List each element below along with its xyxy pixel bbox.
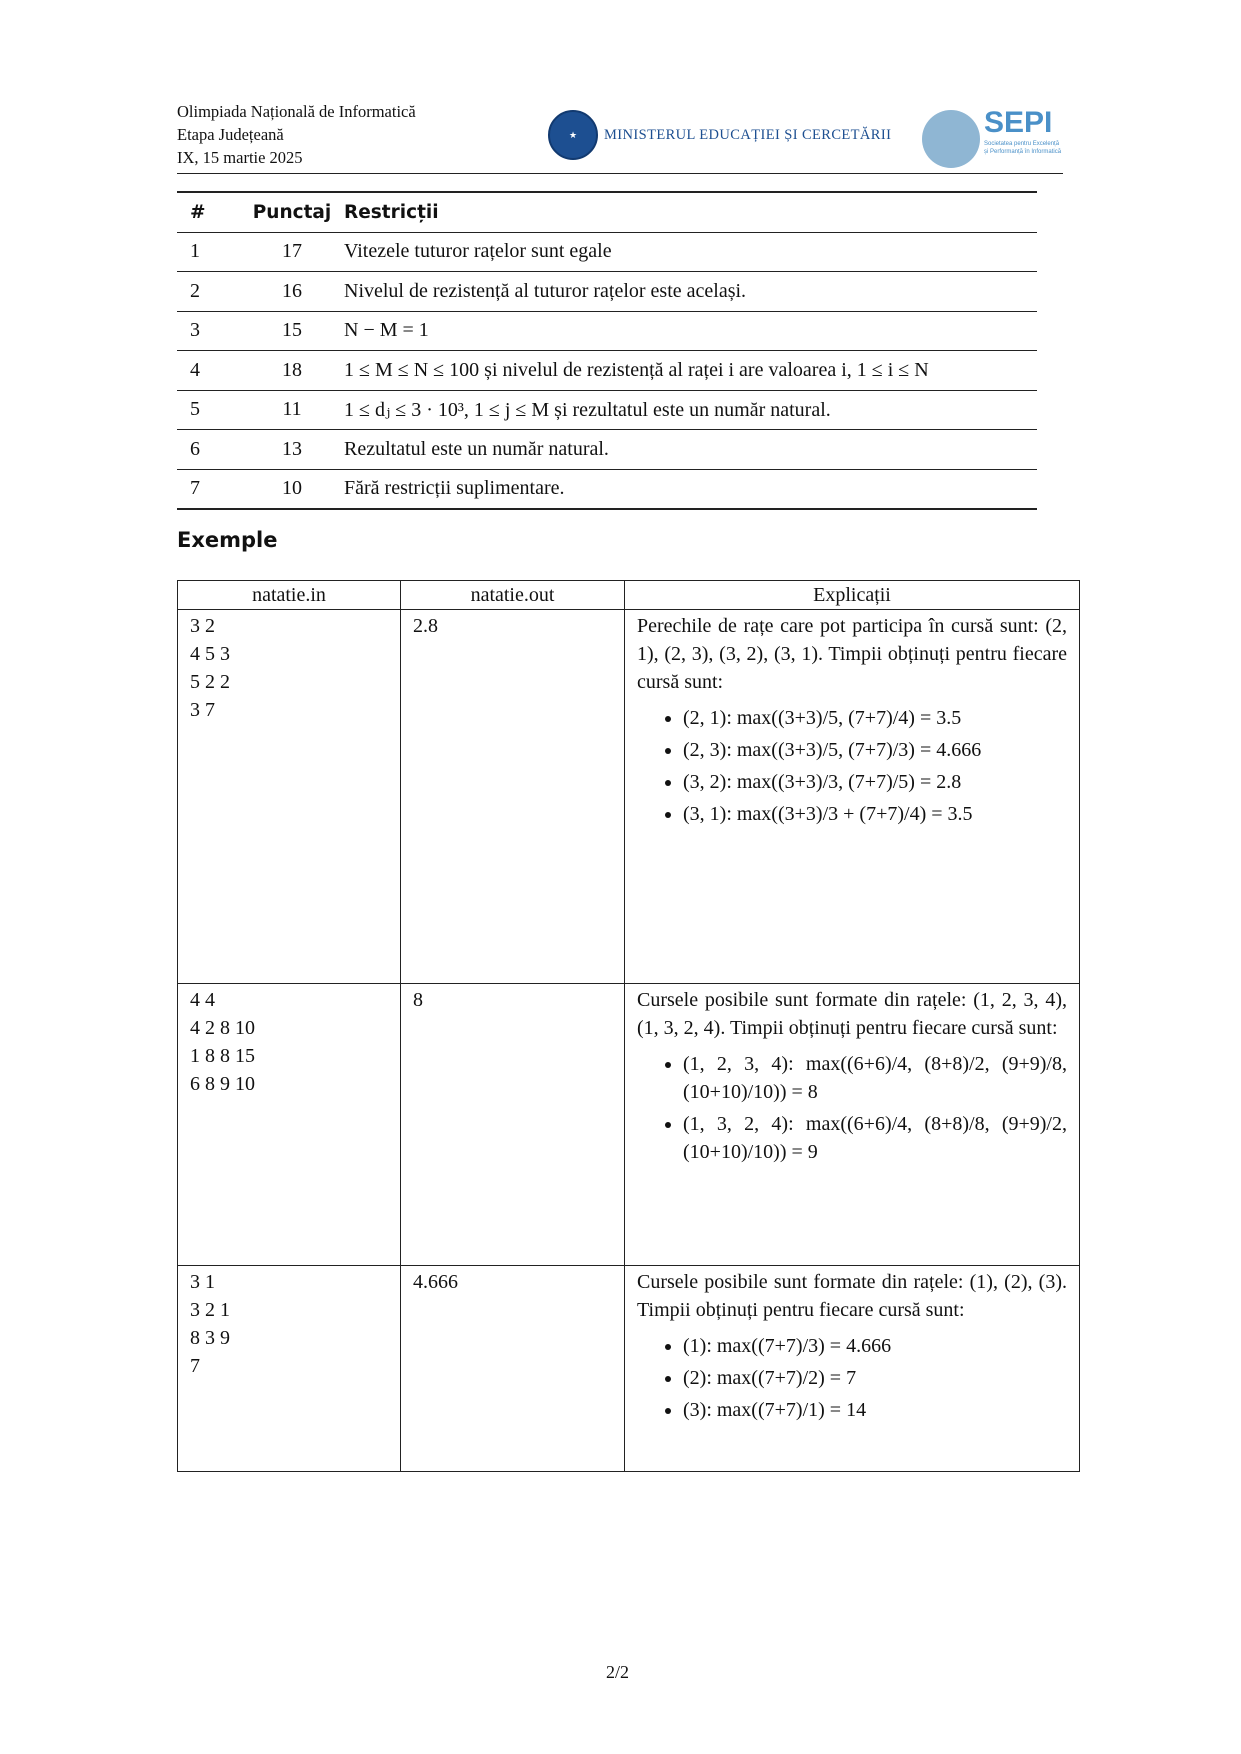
subtask-score: 18 [240, 351, 344, 391]
restriction-row [177, 469, 1037, 509]
subtask-restriction: Fără restricții suplimentare. [344, 469, 1037, 509]
header-date: IX, 15 martie 2025 [177, 148, 303, 167]
explanation-item: • (2, 3): max((3+3)/5, (7+7)/3) = 4.666 [683, 736, 1067, 764]
subtask-score: 15 [240, 311, 344, 351]
restriction-row [177, 272, 1037, 312]
example-output: 8 [401, 984, 625, 1266]
subtask-number: 4 [177, 351, 240, 391]
explanation-item: • (2): max((7+7)/2) = 7 [683, 1364, 1067, 1392]
subtask-number: 7 [177, 469, 240, 509]
subtask-restriction: Vitezele tuturor rațelor sunt egale [344, 232, 1037, 272]
page-number: 2/2 [606, 1662, 630, 1682]
sepi-name: SEPI [984, 106, 1053, 139]
example-output: 2.8 [401, 610, 625, 984]
col-header-output: natatie.out [401, 581, 625, 610]
subtask-number: 5 [177, 390, 240, 430]
government-seal-icon: ★ [548, 110, 598, 160]
explanation-item: • (1, 2, 3, 4): max((6+6)/4, (8+8)/2, (9+9)/8, (10+10)/10)) = 8 [683, 1050, 1067, 1106]
explanation-item: • (1, 3, 2, 4): max((6+6)/4, (8+8)/8, (9+9)/2, (10+10)/10)) = 9 [683, 1110, 1067, 1166]
explanation-item: • (3, 1): max((3+3)/3 + (7+7)/4) = 3.5 [683, 800, 1067, 828]
sepi-subtitle: Societatea pentru Excelență și Performanță în Informatică [984, 141, 1062, 155]
subtask-restriction: 1 ≤ dⱼ ≤ 3 · 10³, 1 ≤ j ≤ M și rezultatul este un număr natural. [344, 390, 1037, 430]
subtask-number: 6 [177, 430, 240, 470]
explanation-item: • (3, 2): max((3+3)/3, (7+7)/5) = 2.8 [683, 768, 1067, 796]
header-info [177, 100, 416, 169]
explanation-list [637, 1050, 1067, 1166]
ministry-name: MINISTERUL EDUCAȚIEI ȘI CERCETĂRII [604, 126, 892, 143]
ministry-logo [548, 110, 891, 160]
example-explanation [625, 610, 1080, 984]
col-header-explanations: Explicații [625, 581, 1080, 610]
example-explanation [625, 1266, 1080, 1472]
subtask-score: 17 [240, 232, 344, 272]
sepi-circuit-icon [922, 110, 980, 168]
subtask-score: 13 [240, 430, 344, 470]
explanation-text: Perechile de rațe care pot participa în cursă sunt: (2, 1), (2, 3), (3, 2), (3, 1). Timpii obținuți pentru fiecare cursă sunt: [637, 615, 1067, 693]
restriction-row [177, 430, 1037, 470]
subtask-number: 2 [177, 272, 240, 312]
example-input: 3 2 4 5 3 5 2 2 3 7 [178, 610, 401, 984]
col-header-score: Punctaj [240, 192, 344, 232]
restriction-row [177, 232, 1037, 272]
col-header-number: # [177, 192, 240, 232]
restriction-row [177, 390, 1037, 430]
explanation-item: • (3): max((7+7)/1) = 14 [683, 1396, 1067, 1424]
example-row [178, 1266, 1080, 1472]
subtask-score: 16 [240, 272, 344, 312]
sepi-logo [922, 106, 1062, 166]
example-row [178, 610, 1080, 984]
explanation-item: • (1): max((7+7)/3) = 4.666 [683, 1332, 1067, 1360]
header-divider [177, 173, 1063, 174]
subtask-score: 10 [240, 469, 344, 509]
restriction-row [177, 351, 1037, 391]
subtask-restriction: Rezultatul este un număr natural. [344, 430, 1037, 470]
explanation-item: • (2, 1): max((3+3)/5, (7+7)/4) = 3.5 [683, 704, 1067, 732]
restriction-row [177, 311, 1037, 351]
example-output: 4.666 [401, 1266, 625, 1472]
subtask-restriction: Nivelul de rezistență al tuturor rațelor este același. [344, 272, 1037, 312]
subtask-number: 1 [177, 232, 240, 272]
subtask-score: 11 [240, 390, 344, 430]
subtask-number: 3 [177, 311, 240, 351]
example-input: 4 4 4 2 8 10 1 8 8 15 6 8 9 10 [178, 984, 401, 1266]
example-input: 3 1 3 2 1 8 3 9 7 [178, 1266, 401, 1472]
explanation-text: Cursele posibile sunt formate din rațele: (1, 2, 3, 4), (1, 3, 2, 4). Timpii obținuți pentru fiecare cursă sunt: [637, 989, 1067, 1039]
col-header-restrictions: Restricții [344, 192, 1037, 232]
example-explanation [625, 984, 1080, 1266]
subtask-restriction: N − M = 1 [344, 311, 1037, 351]
example-row [178, 984, 1080, 1266]
header-olympiad: Olimpiada Națională de Informatică [177, 102, 416, 121]
examples-table [177, 580, 1080, 1472]
explanation-list [637, 704, 1067, 828]
subtask-restriction: 1 ≤ M ≤ N ≤ 100 și nivelul de rezistență al raței i are valoarea i, 1 ≤ i ≤ N [344, 351, 1037, 391]
explanation-list [637, 1332, 1067, 1424]
examples-heading: Exemple [177, 528, 278, 552]
header-stage: Etapa Județeană [177, 125, 284, 144]
restrictions-table [177, 191, 1037, 510]
explanation-text: Cursele posibile sunt formate din rațele: (1), (2), (3). Timpii obținuți pentru fiecare cursă sunt: [637, 1271, 1067, 1321]
col-header-input: natatie.in [178, 581, 401, 610]
